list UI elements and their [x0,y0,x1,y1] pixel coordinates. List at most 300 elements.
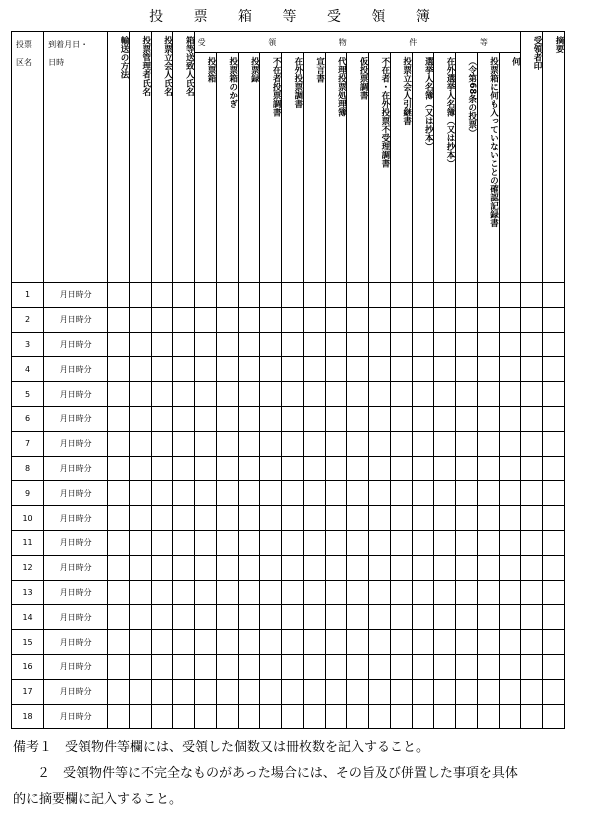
entry-cell[interactable] [521,431,543,456]
entry-cell[interactable] [173,406,195,431]
entry-cell[interactable] [151,530,173,555]
entry-cell[interactable] [130,654,152,679]
entry-cell[interactable] [151,654,173,679]
entry-cell[interactable] [434,481,456,506]
entry-cell[interactable] [303,481,325,506]
entry-cell[interactable] [543,679,565,704]
entry-cell[interactable] [521,382,543,407]
entry-cell[interactable] [456,382,478,407]
entry-cell[interactable] [456,332,478,357]
entry-cell[interactable] [369,283,391,308]
entry-cell[interactable] [434,679,456,704]
entry-cell[interactable] [325,431,347,456]
arrival-time-cell[interactable]: 月日時分 [44,679,108,704]
entry-cell[interactable] [303,382,325,407]
entry-cell[interactable] [282,605,304,630]
entry-cell[interactable] [151,704,173,729]
entry-cell[interactable] [238,530,260,555]
entry-cell[interactable] [195,555,217,580]
entry-cell[interactable] [238,307,260,332]
entry-cell[interactable] [390,456,412,481]
entry-cell[interactable] [216,580,238,605]
entry-cell[interactable] [390,406,412,431]
entry-cell[interactable] [369,332,391,357]
entry-cell[interactable] [456,605,478,630]
entry-cell[interactable] [412,431,434,456]
arrival-time-cell[interactable]: 月日時分 [44,580,108,605]
entry-cell[interactable] [303,283,325,308]
entry-cell[interactable] [151,580,173,605]
entry-cell[interactable] [195,654,217,679]
entry-cell[interactable] [412,357,434,382]
entry-cell[interactable] [499,456,521,481]
entry-cell[interactable] [543,406,565,431]
entry-cell[interactable] [282,307,304,332]
entry-cell[interactable] [303,406,325,431]
entry-cell[interactable] [456,406,478,431]
entry-cell[interactable] [282,332,304,357]
entry-cell[interactable] [477,704,499,729]
entry-cell[interactable] [151,555,173,580]
entry-cell[interactable] [456,431,478,456]
entry-cell[interactable] [151,357,173,382]
entry-cell[interactable] [347,605,369,630]
entry-cell[interactable] [238,357,260,382]
entry-cell[interactable] [543,630,565,655]
entry-cell[interactable] [173,654,195,679]
entry-cell[interactable] [543,555,565,580]
entry-cell[interactable] [108,307,130,332]
entry-cell[interactable] [390,704,412,729]
entry-cell[interactable] [238,679,260,704]
entry-cell[interactable] [238,382,260,407]
entry-cell[interactable] [282,679,304,704]
entry-cell[interactable] [108,555,130,580]
entry-cell[interactable] [347,456,369,481]
entry-cell[interactable] [282,431,304,456]
entry-cell[interactable] [260,357,282,382]
entry-cell[interactable] [347,332,369,357]
entry-cell[interactable] [543,283,565,308]
entry-cell[interactable] [390,382,412,407]
entry-cell[interactable] [216,382,238,407]
entry-cell[interactable] [390,307,412,332]
entry-cell[interactable] [260,555,282,580]
entry-cell[interactable] [434,431,456,456]
entry-cell[interactable] [173,679,195,704]
entry-cell[interactable] [282,481,304,506]
entry-cell[interactable] [499,654,521,679]
entry-cell[interactable] [347,357,369,382]
entry-cell[interactable] [238,580,260,605]
entry-cell[interactable] [499,679,521,704]
entry-cell[interactable] [325,530,347,555]
entry-cell[interactable] [195,431,217,456]
entry-cell[interactable] [390,431,412,456]
entry-cell[interactable] [108,704,130,729]
entry-cell[interactable] [390,481,412,506]
entry-cell[interactable] [543,580,565,605]
entry-cell[interactable] [238,605,260,630]
entry-cell[interactable] [347,704,369,729]
entry-cell[interactable] [390,555,412,580]
entry-cell[interactable] [412,506,434,531]
entry-cell[interactable] [477,307,499,332]
entry-cell[interactable] [130,506,152,531]
entry-cell[interactable] [412,283,434,308]
entry-cell[interactable] [521,456,543,481]
entry-cell[interactable] [151,605,173,630]
entry-cell[interactable] [434,456,456,481]
entry-cell[interactable] [521,580,543,605]
entry-cell[interactable] [412,307,434,332]
entry-cell[interactable] [477,456,499,481]
entry-cell[interactable] [521,307,543,332]
entry-cell[interactable] [151,431,173,456]
entry-cell[interactable] [456,679,478,704]
entry-cell[interactable] [108,530,130,555]
entry-cell[interactable] [499,605,521,630]
entry-cell[interactable] [303,580,325,605]
entry-cell[interactable] [130,406,152,431]
entry-cell[interactable] [369,605,391,630]
entry-cell[interactable] [108,382,130,407]
entry-cell[interactable] [130,630,152,655]
entry-cell[interactable] [325,332,347,357]
entry-cell[interactable] [390,357,412,382]
entry-cell[interactable] [108,630,130,655]
entry-cell[interactable] [238,654,260,679]
entry-cell[interactable] [260,679,282,704]
entry-cell[interactable] [303,704,325,729]
entry-cell[interactable] [303,456,325,481]
entry-cell[interactable] [108,679,130,704]
entry-cell[interactable] [325,283,347,308]
entry-cell[interactable] [282,555,304,580]
entry-cell[interactable] [151,406,173,431]
entry-cell[interactable] [238,506,260,531]
entry-cell[interactable] [108,406,130,431]
entry-cell[interactable] [173,307,195,332]
entry-cell[interactable] [521,654,543,679]
entry-cell[interactable] [325,605,347,630]
entry-cell[interactable] [216,704,238,729]
entry-cell[interactable] [347,431,369,456]
entry-cell[interactable] [151,679,173,704]
entry-cell[interactable] [499,630,521,655]
entry-cell[interactable] [260,283,282,308]
entry-cell[interactable] [108,357,130,382]
entry-cell[interactable] [456,481,478,506]
entry-cell[interactable] [412,382,434,407]
entry-cell[interactable] [130,382,152,407]
arrival-time-cell[interactable]: 月日時分 [44,382,108,407]
entry-cell[interactable] [347,506,369,531]
entry-cell[interactable] [238,630,260,655]
entry-cell[interactable] [434,307,456,332]
entry-cell[interactable] [499,431,521,456]
entry-cell[interactable] [369,530,391,555]
entry-cell[interactable] [216,406,238,431]
entry-cell[interactable] [108,431,130,456]
entry-cell[interactable] [456,654,478,679]
entry-cell[interactable] [325,555,347,580]
entry-cell[interactable] [412,679,434,704]
entry-cell[interactable] [543,382,565,407]
entry-cell[interactable] [369,679,391,704]
entry-cell[interactable] [195,307,217,332]
entry-cell[interactable] [434,654,456,679]
entry-cell[interactable] [499,283,521,308]
entry-cell[interactable] [477,332,499,357]
entry-cell[interactable] [108,654,130,679]
entry-cell[interactable] [412,704,434,729]
entry-cell[interactable] [260,704,282,729]
entry-cell[interactable] [195,704,217,729]
entry-cell[interactable] [238,456,260,481]
entry-cell[interactable] [238,332,260,357]
entry-cell[interactable] [216,357,238,382]
entry-cell[interactable] [108,506,130,531]
entry-cell[interactable] [390,654,412,679]
entry-cell[interactable] [521,406,543,431]
entry-cell[interactable] [108,605,130,630]
entry-cell[interactable] [195,580,217,605]
entry-cell[interactable] [151,382,173,407]
entry-cell[interactable] [347,679,369,704]
entry-cell[interactable] [216,654,238,679]
entry-cell[interactable] [543,431,565,456]
entry-cell[interactable] [260,530,282,555]
entry-cell[interactable] [456,456,478,481]
entry-cell[interactable] [521,283,543,308]
entry-cell[interactable] [477,580,499,605]
arrival-time-cell[interactable]: 月日時分 [44,704,108,729]
entry-cell[interactable] [238,481,260,506]
entry-cell[interactable] [390,506,412,531]
entry-cell[interactable] [543,654,565,679]
arrival-time-cell[interactable]: 月日時分 [44,630,108,655]
entry-cell[interactable] [303,654,325,679]
entry-cell[interactable] [173,555,195,580]
entry-cell[interactable] [434,704,456,729]
entry-cell[interactable] [499,555,521,580]
entry-cell[interactable] [499,704,521,729]
entry-cell[interactable] [151,630,173,655]
entry-cell[interactable] [369,704,391,729]
entry-cell[interactable] [521,481,543,506]
entry-cell[interactable] [456,630,478,655]
entry-cell[interactable] [238,555,260,580]
arrival-time-cell[interactable]: 月日時分 [44,406,108,431]
entry-cell[interactable] [130,555,152,580]
entry-cell[interactable] [477,506,499,531]
entry-cell[interactable] [456,357,478,382]
entry-cell[interactable] [282,283,304,308]
entry-cell[interactable] [390,530,412,555]
entry-cell[interactable] [282,580,304,605]
entry-cell[interactable] [499,506,521,531]
entry-cell[interactable] [543,506,565,531]
entry-cell[interactable] [282,654,304,679]
entry-cell[interactable] [216,630,238,655]
entry-cell[interactable] [238,704,260,729]
entry-cell[interactable] [173,481,195,506]
entry-cell[interactable] [499,357,521,382]
entry-cell[interactable] [130,332,152,357]
entry-cell[interactable] [260,580,282,605]
entry-cell[interactable] [173,283,195,308]
entry-cell[interactable] [216,679,238,704]
entry-cell[interactable] [347,406,369,431]
entry-cell[interactable] [325,630,347,655]
entry-cell[interactable] [216,555,238,580]
entry-cell[interactable] [456,283,478,308]
entry-cell[interactable] [543,530,565,555]
entry-cell[interactable] [195,456,217,481]
entry-cell[interactable] [347,530,369,555]
entry-cell[interactable] [216,605,238,630]
entry-cell[interactable] [108,580,130,605]
entry-cell[interactable] [347,481,369,506]
entry-cell[interactable] [216,506,238,531]
entry-cell[interactable] [151,506,173,531]
entry-cell[interactable] [456,555,478,580]
entry-cell[interactable] [477,406,499,431]
entry-cell[interactable] [130,580,152,605]
entry-cell[interactable] [434,530,456,555]
entry-cell[interactable] [369,406,391,431]
entry-cell[interactable] [347,630,369,655]
entry-cell[interactable] [434,332,456,357]
entry-cell[interactable] [260,406,282,431]
entry-cell[interactable] [412,605,434,630]
entry-cell[interactable] [260,382,282,407]
entry-cell[interactable] [369,431,391,456]
entry-cell[interactable] [216,332,238,357]
entry-cell[interactable] [369,654,391,679]
entry-cell[interactable] [434,580,456,605]
entry-cell[interactable] [325,481,347,506]
entry-cell[interactable] [260,307,282,332]
entry-cell[interactable] [216,307,238,332]
entry-cell[interactable] [325,307,347,332]
entry-cell[interactable] [195,506,217,531]
entry-cell[interactable] [369,382,391,407]
entry-cell[interactable] [151,481,173,506]
entry-cell[interactable] [434,357,456,382]
entry-cell[interactable] [390,605,412,630]
entry-cell[interactable] [282,456,304,481]
entry-cell[interactable] [412,630,434,655]
entry-cell[interactable] [477,283,499,308]
entry-cell[interactable] [477,630,499,655]
entry-cell[interactable] [173,630,195,655]
entry-cell[interactable] [108,332,130,357]
entry-cell[interactable] [325,357,347,382]
entry-cell[interactable] [303,431,325,456]
entry-cell[interactable] [369,481,391,506]
entry-cell[interactable] [521,605,543,630]
entry-cell[interactable] [130,704,152,729]
entry-cell[interactable] [282,406,304,431]
entry-cell[interactable] [543,481,565,506]
entry-cell[interactable] [325,580,347,605]
entry-cell[interactable] [347,283,369,308]
entry-cell[interactable] [238,431,260,456]
entry-cell[interactable] [499,332,521,357]
entry-cell[interactable] [130,605,152,630]
entry-cell[interactable] [499,580,521,605]
entry-cell[interactable] [456,704,478,729]
arrival-time-cell[interactable]: 月日時分 [44,456,108,481]
entry-cell[interactable] [108,481,130,506]
arrival-time-cell[interactable]: 月日時分 [44,481,108,506]
entry-cell[interactable] [543,307,565,332]
entry-cell[interactable] [477,530,499,555]
entry-cell[interactable] [303,506,325,531]
entry-cell[interactable] [369,630,391,655]
entry-cell[interactable] [195,357,217,382]
entry-cell[interactable] [195,332,217,357]
entry-cell[interactable] [173,456,195,481]
entry-cell[interactable] [325,382,347,407]
entry-cell[interactable] [499,307,521,332]
entry-cell[interactable] [173,704,195,729]
entry-cell[interactable] [477,654,499,679]
arrival-time-cell[interactable]: 月日時分 [44,506,108,531]
entry-cell[interactable] [130,481,152,506]
entry-cell[interactable] [173,332,195,357]
entry-cell[interactable] [369,357,391,382]
entry-cell[interactable] [195,382,217,407]
entry-cell[interactable] [412,555,434,580]
entry-cell[interactable] [303,605,325,630]
entry-cell[interactable] [173,506,195,531]
entry-cell[interactable] [412,530,434,555]
arrival-time-cell[interactable]: 月日時分 [44,555,108,580]
entry-cell[interactable] [456,530,478,555]
entry-cell[interactable] [325,679,347,704]
entry-cell[interactable] [173,382,195,407]
arrival-time-cell[interactable]: 月日時分 [44,307,108,332]
entry-cell[interactable] [130,679,152,704]
arrival-time-cell[interactable]: 月日時分 [44,530,108,555]
entry-cell[interactable] [130,307,152,332]
entry-cell[interactable] [325,654,347,679]
entry-cell[interactable] [195,283,217,308]
arrival-time-cell[interactable]: 月日時分 [44,654,108,679]
entry-cell[interactable] [521,530,543,555]
entry-cell[interactable] [173,580,195,605]
entry-cell[interactable] [477,357,499,382]
entry-cell[interactable] [521,357,543,382]
entry-cell[interactable] [521,630,543,655]
entry-cell[interactable] [434,630,456,655]
entry-cell[interactable] [434,555,456,580]
entry-cell[interactable] [521,679,543,704]
entry-cell[interactable] [456,506,478,531]
arrival-time-cell[interactable]: 月日時分 [44,283,108,308]
entry-cell[interactable] [369,506,391,531]
entry-cell[interactable] [543,704,565,729]
arrival-time-cell[interactable]: 月日時分 [44,431,108,456]
entry-cell[interactable] [499,481,521,506]
entry-cell[interactable] [260,605,282,630]
entry-cell[interactable] [347,654,369,679]
entry-cell[interactable] [477,382,499,407]
entry-cell[interactable] [216,530,238,555]
